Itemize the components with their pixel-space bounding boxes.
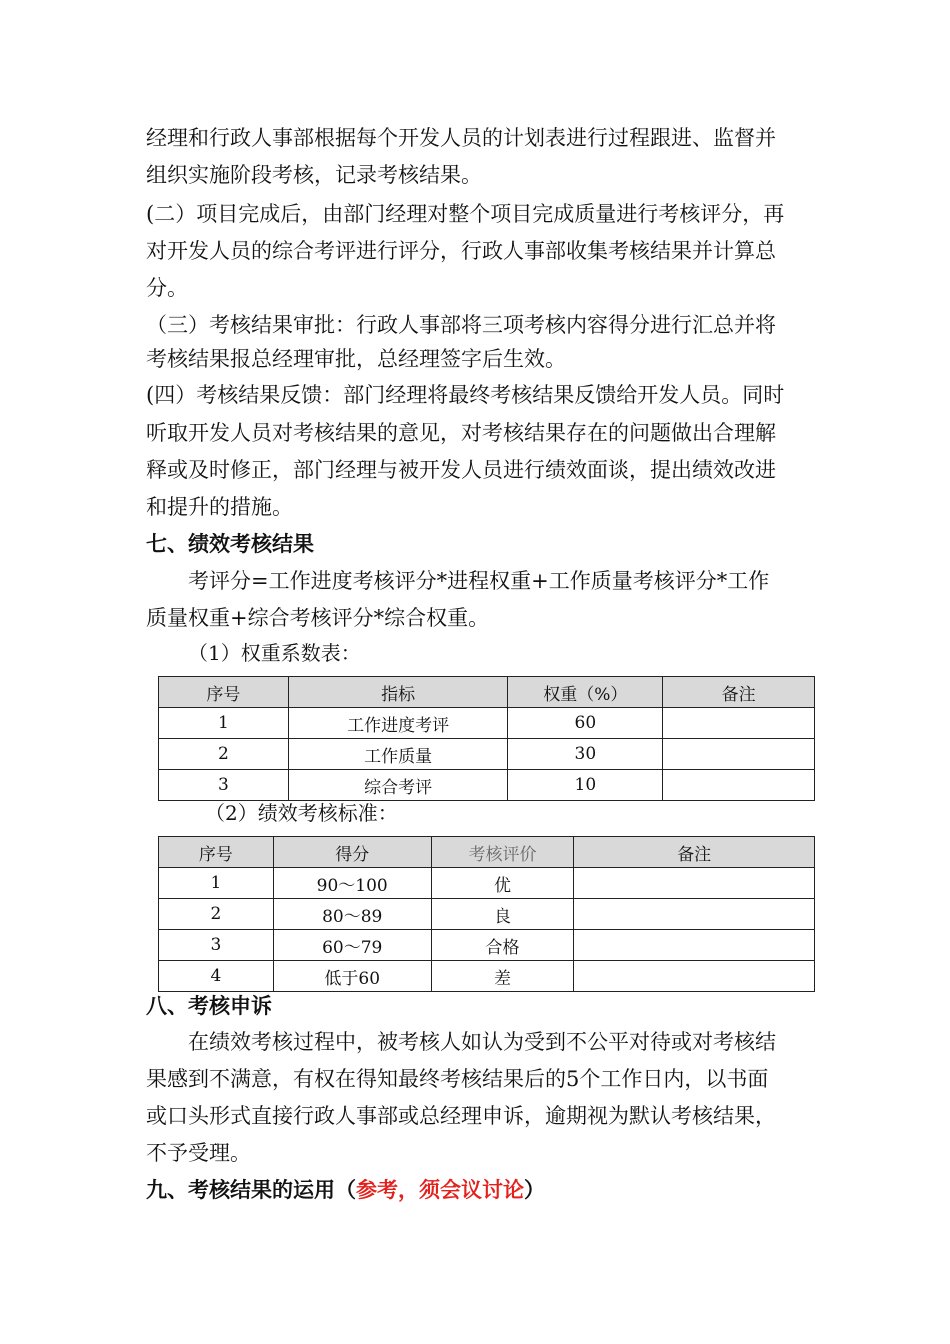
table-cell [663, 708, 815, 739]
table-cell [574, 899, 815, 930]
formula-line: 考评分=工作进度考核评分*进程权重+工作质量考核评分*工作 [188, 569, 770, 593]
paragraph-line: 果感到不满意，有权在得知最终考核结果后的5个工作日内，以书面 [146, 1067, 769, 1091]
table-header-cell: 序号 [159, 837, 274, 868]
table-cell: 1 [159, 708, 289, 739]
paragraph-line: 听取开发人员对考核结果的意见，对考核结果存在的问题做出合理解 [146, 421, 776, 445]
table-cell [574, 961, 815, 992]
paragraph-line: 分。 [146, 276, 188, 300]
table-row [159, 899, 815, 930]
paragraph-line: 对开发人员的综合考评进行评分，行政人事部收集考核结果并计算总 [146, 239, 776, 263]
table-cell: 80～89 [273, 899, 431, 930]
section-heading-9 [146, 1172, 545, 1208]
paragraph-line: 在绩效考核过程中，被考核人如认为受到不公平对待或对考核结 [188, 1030, 776, 1054]
table-cell [574, 930, 815, 961]
table-header-cell: 备注 [574, 837, 815, 868]
paragraph-line: 不予受理。 [146, 1141, 251, 1165]
table-header-row [159, 837, 815, 868]
paragraph-line: 或口头形式直接行政人事部或总经理申诉，逾期视为默认考核结果， [146, 1104, 776, 1128]
table-cell: 2 [159, 899, 274, 930]
table1-caption: （1）权重系数表： [188, 641, 361, 665]
paragraph-line: (四）考核结果反馈：部门经理将最终考核结果反馈给开发人员。同时 [146, 383, 785, 407]
table-cell: 综合考评 [288, 770, 508, 801]
weight-table [158, 676, 815, 801]
table-cell: 低于60 [273, 961, 431, 992]
table-cell: 10 [508, 770, 663, 801]
heading-text: 九、考核结果的运用（ [146, 1178, 356, 1202]
paragraph-line: 组织实施阶段考核，记录考核结果。 [146, 163, 482, 187]
section-heading-7: 七、绩效考核结果 [146, 532, 314, 556]
paragraph-line: 考核结果报总经理审批，总经理签字后生效。 [146, 347, 566, 371]
table-header-row [159, 677, 815, 708]
table-cell: 合格 [431, 930, 574, 961]
table-header-cell: 备注 [663, 677, 815, 708]
table-cell: 优 [431, 868, 574, 899]
table-row [159, 961, 815, 992]
table-cell: 工作质量 [288, 739, 508, 770]
table-header-cell: 考核评价 [431, 837, 574, 868]
table-cell: 良 [431, 899, 574, 930]
table-row [159, 868, 815, 899]
formula-line: 质量权重+综合考核评分*综合权重。 [146, 606, 490, 630]
table-cell: 60～79 [273, 930, 431, 961]
table-cell: 90～100 [273, 868, 431, 899]
table-cell: 60 [508, 708, 663, 739]
standard-table [158, 836, 815, 992]
table-cell: 差 [431, 961, 574, 992]
table-cell: 2 [159, 739, 289, 770]
paragraph-line: (二）项目完成后，由部门经理对整个项目完成质量进行考核评分，再 [146, 202, 785, 226]
section-heading-8: 八、考核申诉 [146, 994, 272, 1018]
table-row [159, 930, 815, 961]
heading-close: ） [524, 1178, 545, 1202]
table-cell: 3 [159, 930, 274, 961]
table-cell: 1 [159, 868, 274, 899]
table-cell: 30 [508, 739, 663, 770]
table-header-cell: 权重（%） [508, 677, 663, 708]
table-header-cell: 指标 [288, 677, 508, 708]
table-row [159, 708, 815, 739]
table-row [159, 770, 815, 801]
paragraph-line: 释或及时修正，部门经理与被开发人员进行绩效面谈，提出绩效改进 [146, 458, 776, 482]
table-cell: 工作进度考评 [288, 708, 508, 739]
table-cell: 4 [159, 961, 274, 992]
table-cell: 3 [159, 770, 289, 801]
table-cell [574, 868, 815, 899]
heading-note: 参考，须会议讨论 [356, 1178, 524, 1202]
table-header-cell: 得分 [273, 837, 431, 868]
table-row [159, 739, 815, 770]
paragraph-line: （三）考核结果审批：行政人事部将三项考核内容得分进行汇总并将 [146, 313, 776, 337]
table-header-cell: 序号 [159, 677, 289, 708]
table-cell [663, 770, 815, 801]
paragraph-line: 经理和行政人事部根据每个开发人员的计划表进行过程跟进、监督并 [146, 126, 776, 150]
table2-caption: （2）绩效考核标准： [205, 801, 398, 825]
paragraph-line: 和提升的措施。 [146, 495, 293, 519]
table-cell [663, 739, 815, 770]
